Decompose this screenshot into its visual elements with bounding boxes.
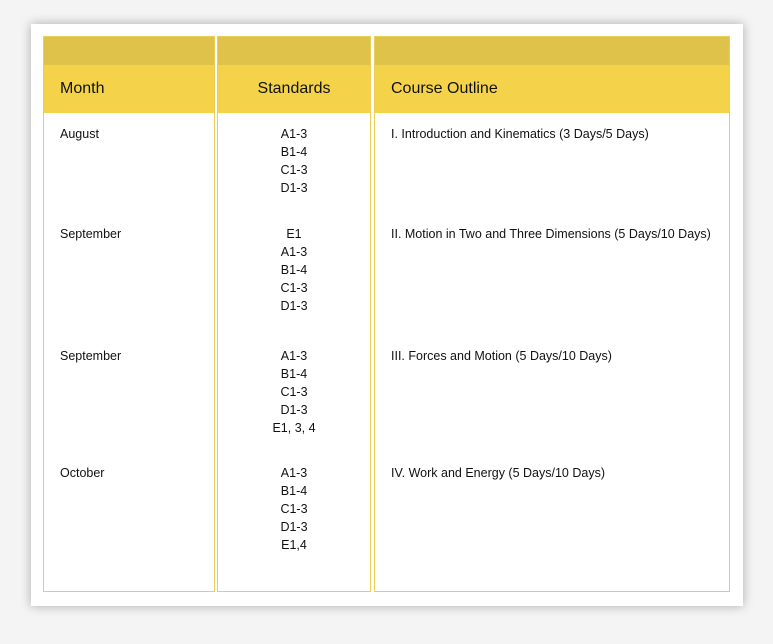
standard-item: C1-3 xyxy=(280,502,308,516)
outline-cell-3: III. Forces and Motion (5 Days/10 Days) xyxy=(391,349,612,363)
standard-item: C1-3 xyxy=(280,163,308,177)
standard-item: E1, 3, 4 xyxy=(272,421,316,435)
standards-cell-4 xyxy=(218,464,370,554)
month-cell-1: August xyxy=(60,127,99,141)
outline-cell-2: II. Motion in Two and Three Dimensions (5 Days/10 Days) xyxy=(391,227,711,241)
month-header: Month xyxy=(44,65,214,113)
standard-item: B1-4 xyxy=(280,367,308,381)
standard-item: A1-3 xyxy=(280,245,308,259)
standard-item: E1,4 xyxy=(281,538,307,552)
standards-cell-1 xyxy=(218,125,370,197)
month-column xyxy=(43,36,215,592)
header-band xyxy=(375,37,729,65)
standards-column xyxy=(217,36,371,592)
standard-item: A1-3 xyxy=(280,127,308,141)
standard-item: D1-3 xyxy=(280,299,308,313)
outline-cell-1: I. Introduction and Kinematics (3 Days/5 Days) xyxy=(391,127,649,141)
outline-header: Course Outline xyxy=(375,65,729,113)
standards-header: Standards xyxy=(218,65,370,113)
standard-item: A1-3 xyxy=(280,349,308,363)
standard-item: E1 xyxy=(286,227,302,241)
course-table-card xyxy=(31,24,743,606)
standard-item: A1-3 xyxy=(280,466,308,480)
month-cell-3: September xyxy=(60,349,122,363)
standard-item: B1-4 xyxy=(280,263,308,277)
month-cell-4: October xyxy=(60,466,105,480)
month-cell-2: September xyxy=(60,227,122,241)
standard-item: D1-3 xyxy=(280,520,308,534)
header-band xyxy=(218,37,370,65)
outline-column xyxy=(374,36,730,592)
outline-cell-4: IV. Work and Energy (5 Days/10 Days) xyxy=(391,466,605,480)
standards-cell-2 xyxy=(218,225,370,315)
standard-item: C1-3 xyxy=(280,385,308,399)
standard-item: C1-3 xyxy=(280,281,308,295)
standard-item: D1-3 xyxy=(280,403,308,417)
standard-item: D1-3 xyxy=(280,181,308,195)
header-band xyxy=(44,37,214,65)
standard-item: B1-4 xyxy=(280,145,308,159)
standards-cell-3 xyxy=(218,347,370,437)
standard-item: B1-4 xyxy=(280,484,308,498)
